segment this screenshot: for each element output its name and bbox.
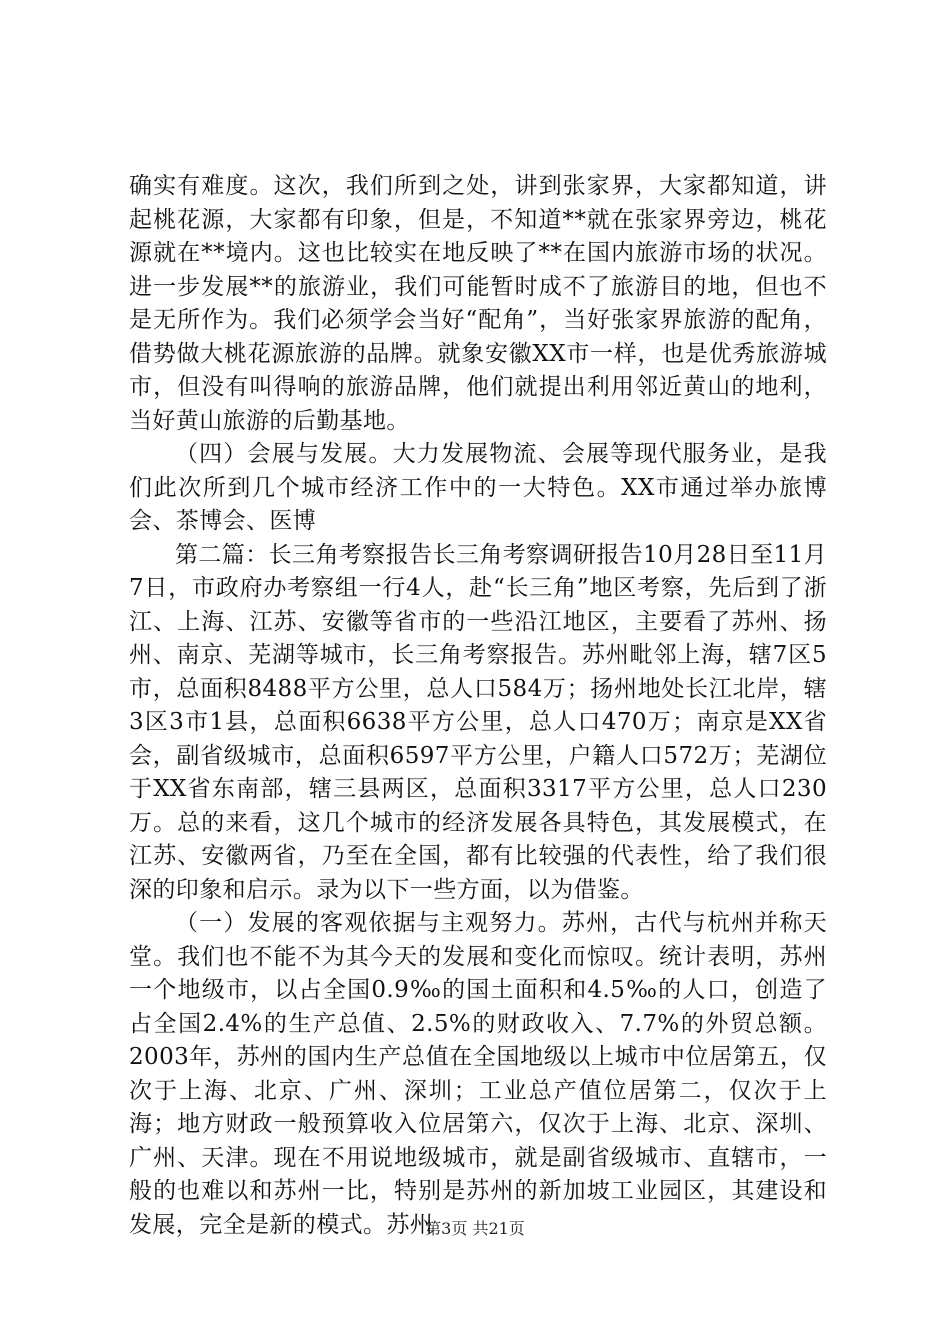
paragraph-1: 确实有难度。这次，我们所到之处，讲到张家界，大家都知道，讲起桃花源，大家都有印象，但是，不知道**就在张家界旁边，桃花源就在**境内。这也比较实在地反映了**在国内旅游市场的状况。进一步发展**的旅游业，我们可能暂时成不了旅游目的地，但也不是无所作为。我们必须学会当好“配角”，当好张家界旅游的配角，借势做大桃花源旅游的品牌。就象安徽XX市一样，也是优秀旅游城市，但没有叫得响的旅游品牌，他们就提出利用邻近黄山的地利，当好黄山旅游的后勤基地。 xyxy=(129,173,827,434)
paragraph-3: 第二篇：长三角考察报告长三角考察调研报告10月28日至11月7日，市政府办考察组一行4人，赴“长三角”地区考察，先后到了浙江、上海、江苏、安徽等省市的一些沿江地区，主要看了苏州、扬州、南京、芜湖等城市，长三角考察报告。苏州毗邻上海，辖7区5市，总面积8488平方公里，总人口584万；扬州地处长江北岸，辖3区3市1县，总面积6638平方公里，总人口470万；南京是XX省会，副省级城市，总面积6597平方公里，户籍人口572万；芜湖位于XX省东南部，辖三县两区，总面积3317平方公里，总人口230万。总的来看，这几个城市的经济发展各具特色，其发展模式，在江苏、安徽两省，乃至在全国，都有比较强的代表性，给了我们很深的印象和启示。录为以下一些方面，以为借鉴。 xyxy=(129,541,827,903)
document-body xyxy=(129,170,827,1242)
page-number-footer: 第3页 共21页 xyxy=(425,1219,525,1238)
paragraph-4: （一）发展的客观依据与主观努力。苏州，古代与杭州并称天堂。我们也不能不为其今天的发展和变化而惊叹。统计表明，苏州一个地级市，以占全国0.9‰的国土面积和4.5‰的人口，创造了占全国2.4%的生产总值、2.5%的财政收入、7.7%的外贸总额。2003年，苏州的国内生产总值在全国地级以上城市中位居第五，仅次于上海、北京、广州、深圳；工业总产值位居第二，仅次于上海；地方财政一般预算收入位居第六，仅次于上海、北京、深圳、广州、天津。现在不用说地级城市，就是副省级城市、直辖市，一般的也难以和苏州一比，特别是苏州的新加坡工业园区，其建设和发展，完全是新的模式。苏州 xyxy=(129,910,827,1238)
paragraph-2: （四）会展与发展。大力发展物流、会展等现代服务业，是我们此次所到几个城市经济工作中的一大特色。XX市通过举办旅博会、茶博会、医博 xyxy=(129,441,827,534)
